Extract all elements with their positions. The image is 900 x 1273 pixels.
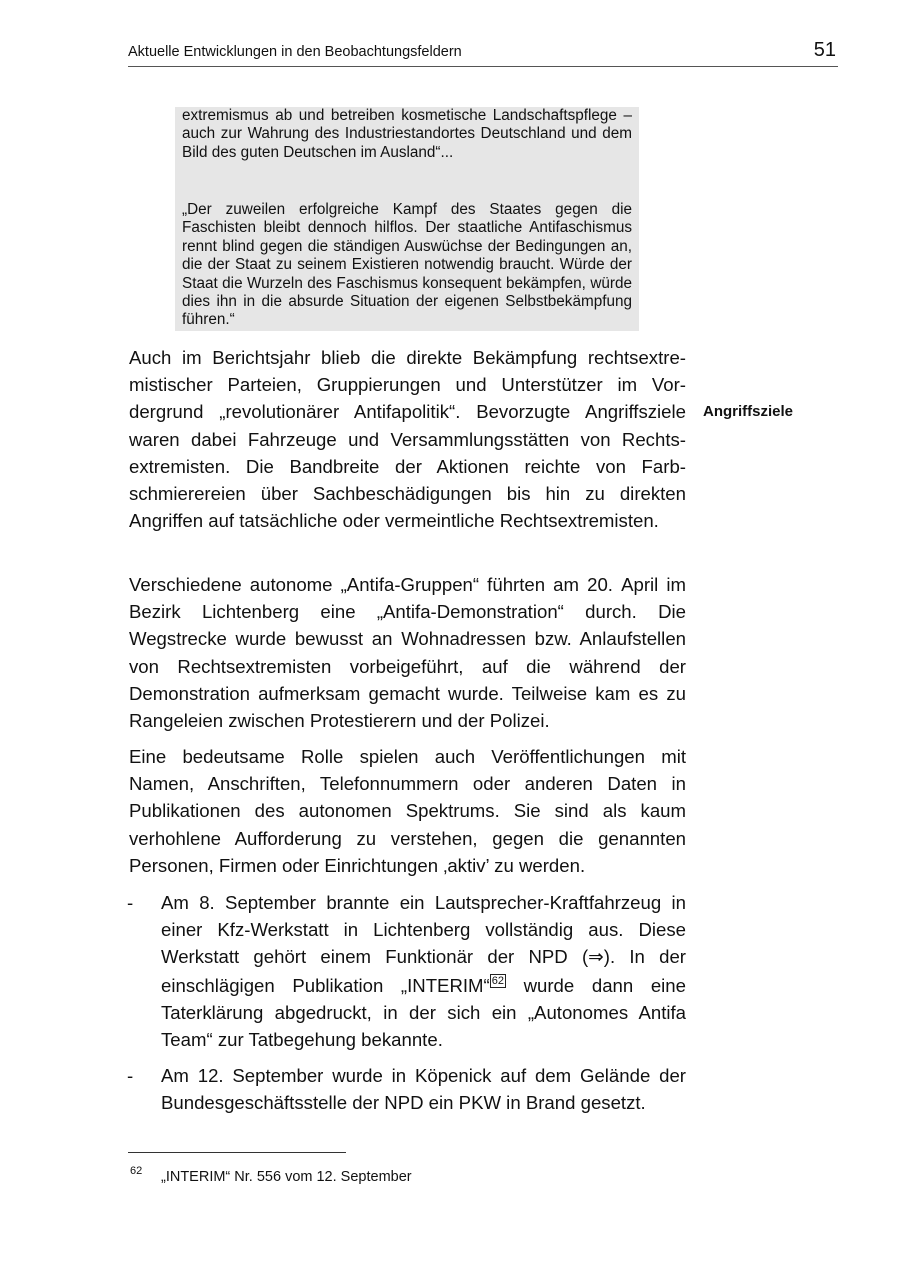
body-paragraph: Verschiedene autonome „Antifa-Gruppen“ führten am 20. April im Bezirk Lichtenberg eine „Antifa-Demonstration“ durch. Die Wegstrecke wurde bewusst an Wohnadressen bzw. Anlaufstellen von Rechtsextremisten vorbeigeführt, auf die während der Demonstration aufmerksam gemacht wurde. Teilweise kam es zu Rangeleien zwischen Protestierern und der Polizei. [129,574,686,732]
footnote-text: „INTERIM“ Nr. 556 vom 12. September [161,1169,412,1185]
arrow-icon: ⇒ [588,947,604,969]
bullet-item: Am 12. September wurde in Köpenick auf dem Gelände der Bundesgeschäftsstelle der NPD ein PKW in Brand gesetzt. [161,1065,686,1114]
footnote-divider [128,1152,346,1153]
margin-note: Angriffsziele [703,403,794,420]
bullet-text-part: wurde dann eine Taterklärung abgedruckt, in der sich ein „Autonomes Antifa Team“ zur Tatbegehung bekannte. [161,974,686,1051]
quote-paragraph: „Der zuweilen erfolgreiche Kampf des Staates gegen die Faschisten bleibt dennoch hilflos. Der staatliche Antifaschismus rennt blind gegen die ständigen Auswüchse der Bedingungen an, die der Staat zu seinem Existieren notwendig braucht. Würde der Staat die Wurzeln des Faschismus konsequent bekämpfen, würde dies ihn in die absurde Situation der eigenen Selbstbekämpfung führen.“ [182,201,632,329]
bullet-marker: - [127,1065,134,1086]
page-header [128,40,838,67]
bullet-text-part: Am 8. September brannte ein Lautsprecher-Kraftfahrzeug in einer Kfz-Werkstatt in Lichtenberg vollständig aus. Diese Werkstatt gehört einem Funktionär der NPD ( [161,892,686,968]
bullet-item [161,889,686,1053]
footnote-reference[interactable]: 62 [491,975,504,988]
body-paragraph: Eine bedeutsame Rolle spielen auch Veröffentlichungen mit Namen, Anschriften, Telefonnummern oder anderen Daten in Publikationen des autonomen Spektrums. Sie sind als kaum verhohlene Aufforderung zu verstehen, gegen die genannten Personen, Firmen oder Einrichtungen ‚aktiv’ zu werden. [129,746,686,876]
running-title: Aktuelle Entwicklungen in den Beobachtungsfeldern [128,44,462,60]
bullet-marker: - [127,892,134,913]
quote-paragraph: extremismus ab und betreiben kosmetische Landschaftspflege – auch zur Wahrung des Industriestandortes Deutschland und dem Bild des guten Deutschen im Ausland“... [182,107,632,161]
body-paragraph: Auch im Berichtsjahr blieb die direkte Bekämpfung rechtsextremistischer Parteien, Gruppierungen und Unterstützer im Vordergrund „revolutionärer Antifapolitik“. Bevorzugte Angriffsziele waren dabei Fahrzeuge und Versammlungsstätten von Rechtsextremisten. Die Bandbreite der Aktionen reichte von Farbschmierereien über Sachbeschädigungen bis hin zu direkten Angriffen auf tatsächliche oder vermeintliche Rechtsextremisten. [129,347,686,532]
page-number: 51 [813,39,836,61]
quote-box [175,107,639,331]
bullet-text-part: ). In der einschlägigen Publikation „INTERIM“ [161,946,686,996]
footnote-number: 62 [130,1165,143,1177]
